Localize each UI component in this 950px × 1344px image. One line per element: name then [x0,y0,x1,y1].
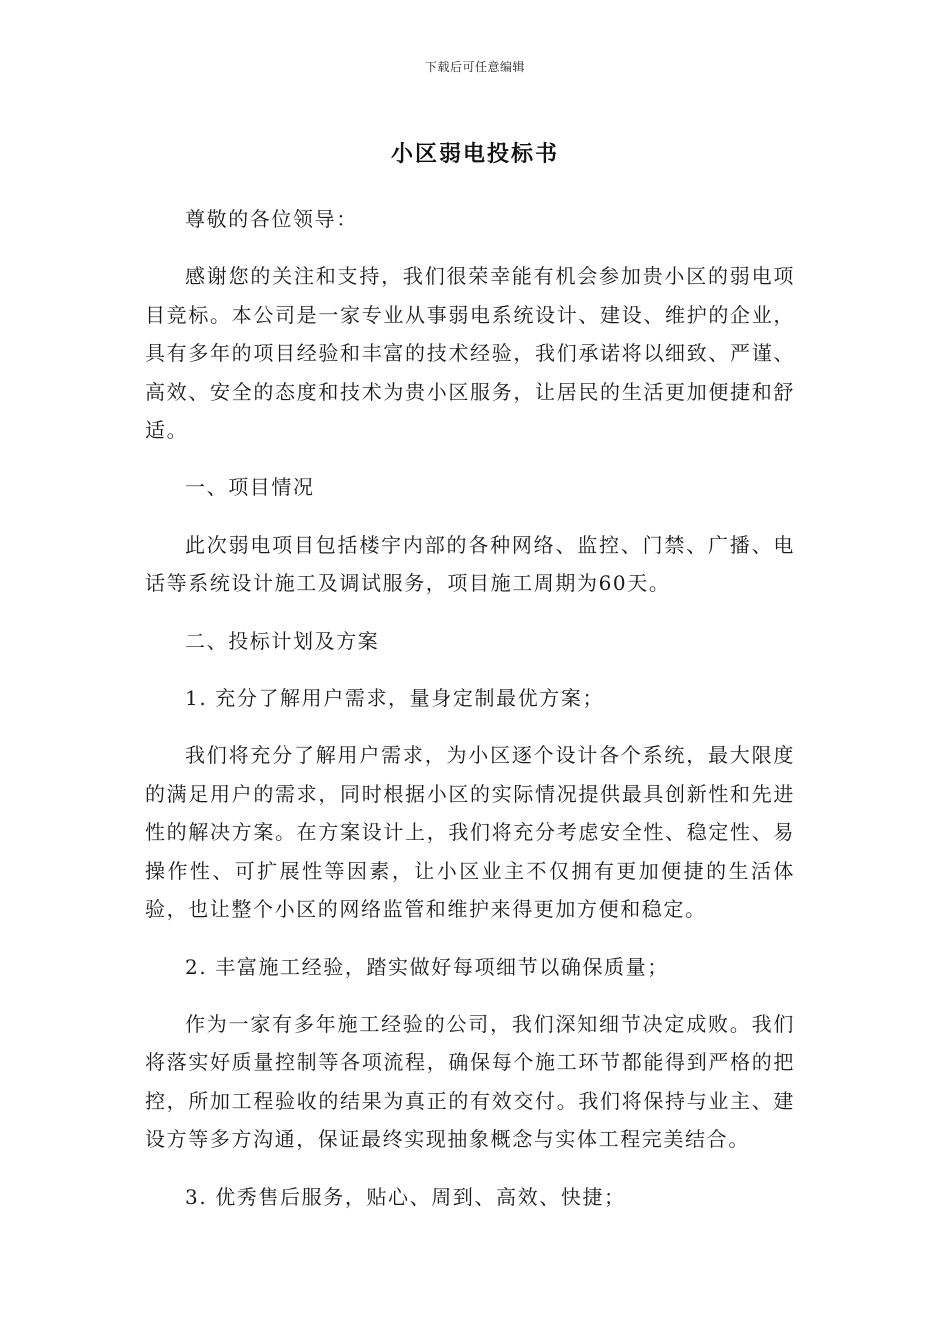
plan-item-2-paragraph: 作为一家有多年施工经验的公司，我们深知细节决定成败。我们将落实好质量控制等各项流程，确保每个施工环节都能得到严格的把控，所加工程验收的结果为真正的有效交付。我们将保持与业主、建设方等多方沟通，保证最终实现抽象概念与实体工程完美结合。 [145,1011,795,1152]
intro-paragraph: 感谢您的关注和支持，我们很荣幸能有机会参加贵小区的弱电项目竞标。本公司是一家专业从事弱电系统设计、建设、维护的企业，具有多年的项目经验和丰富的技术经验，我们承诺将以细致、严谨、高效、安全的态度和技术为贵小区服务，让居民的生活更加便捷和舒适。 [145,264,795,443]
plan-item-1-heading: 1. 充分了解用户需求，量身定制最优方案； [185,686,605,711]
section-heading-project: 一、项目情况 [185,475,315,500]
document-body [145,200,795,1216]
plan-item-3-heading: 3. 优秀售后服务，贴心、周到、高效、快捷； [185,1184,626,1209]
project-paragraph: 此次弱电项目包括楼宇内部的各种网络、监控、门禁、广播、电话等系统设计施工及调试服务，项目施工周期为60天。 [145,532,795,596]
salutation: 尊敬的各位领导： [185,207,358,231]
section-heading-plan: 二、投标计划及方案 [185,628,380,653]
document-title: 小区弱电投标书 [390,142,559,167]
plan-item-1-paragraph: 我们将充分了解用户需求，为小区逐个设计各个系统，最大限度的满足用户的需求，同时根据小区的实际情况提供最具创新性和先进性的解决方案。在方案设计上，我们将充分考虑安全性、稳定性、易操作性、可扩展性等因素，让小区业主不仅拥有更加便捷的生活体验，也让整个小区的网络监管和维护来得更加方便和稳定。 [145,743,795,922]
plan-item-2-heading: 2. 丰富施工经验，踏实做好每项细节以确保质量； [185,954,669,979]
header-note: 下载后可任意编辑 [424,60,525,74]
